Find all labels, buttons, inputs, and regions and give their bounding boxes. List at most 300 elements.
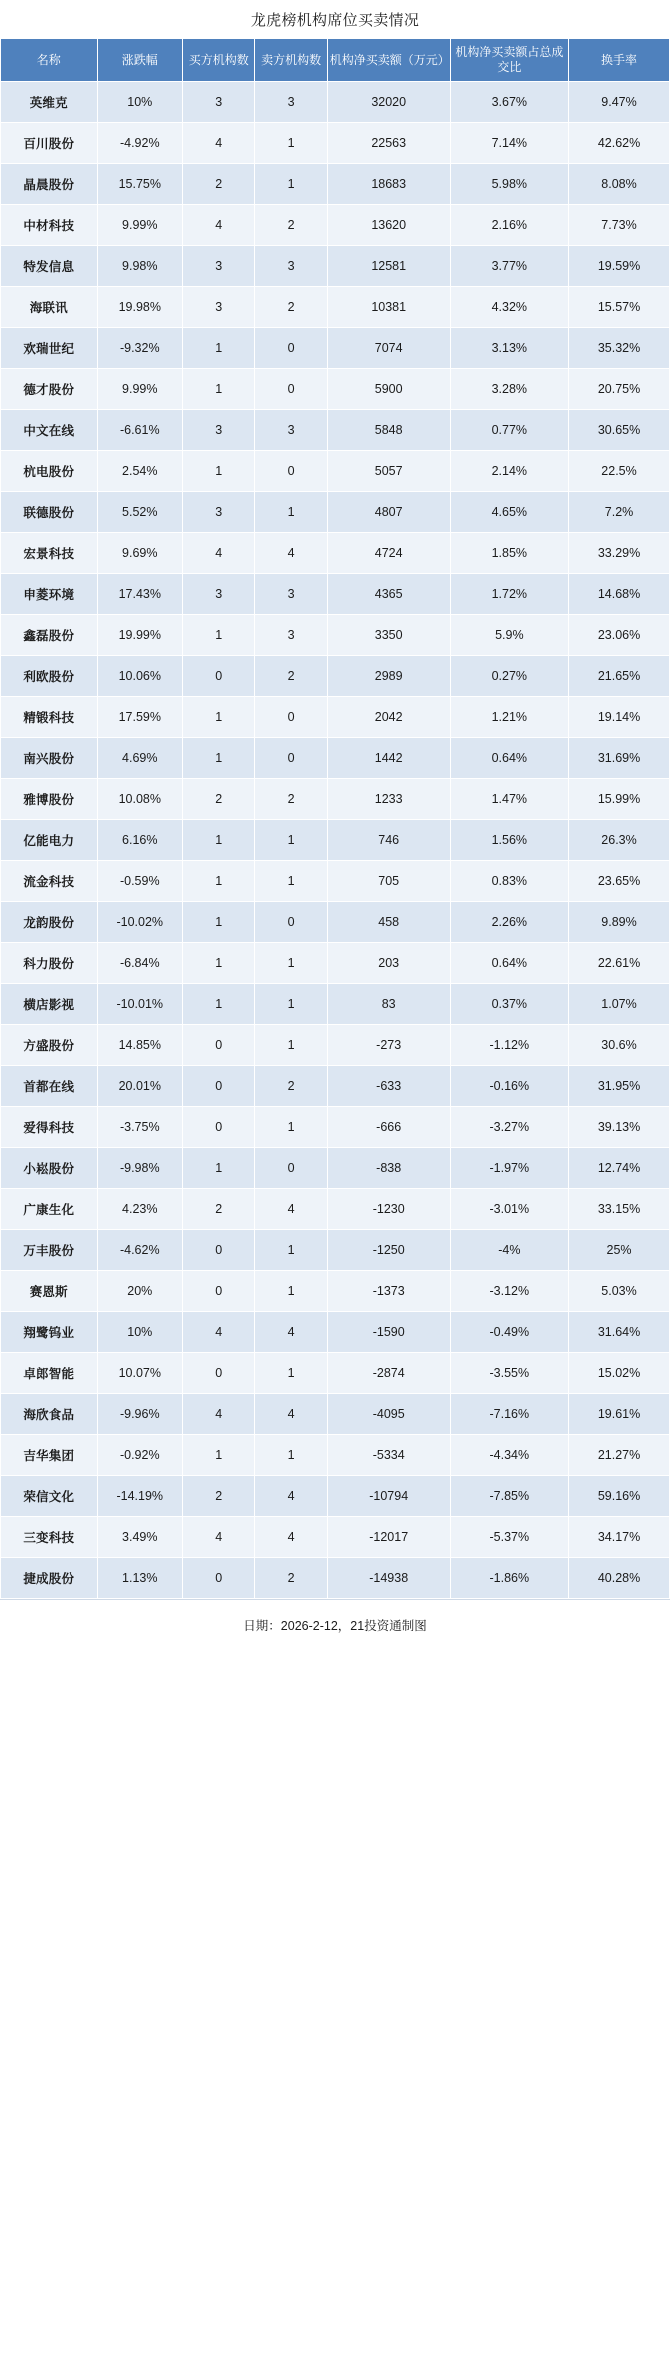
column-header-net-ratio: 机构净买卖额占总成交比 <box>450 39 568 82</box>
cell-value: 3 <box>255 246 327 287</box>
cell-stock-name: 宏景科技 <box>1 533 98 574</box>
cell-value: 30.6% <box>569 1025 670 1066</box>
cell-value: 9.89% <box>569 902 670 943</box>
cell-value: 2042 <box>327 697 450 738</box>
cell-value: 1 <box>255 820 327 861</box>
table-row <box>1 1230 670 1271</box>
cell-value: 10381 <box>327 287 450 328</box>
cell-stock-name: 中文在线 <box>1 410 98 451</box>
cell-value: 22.5% <box>569 451 670 492</box>
column-header-net-amount: 机构净买卖额（万元） <box>327 39 450 82</box>
cell-value: 2.14% <box>450 451 568 492</box>
cell-value: -1250 <box>327 1230 450 1271</box>
cell-value: 1 <box>183 902 255 943</box>
cell-value: 42.62% <box>569 123 670 164</box>
cell-value: 21.65% <box>569 656 670 697</box>
cell-value: 10.07% <box>97 1353 183 1394</box>
cell-value: 20% <box>97 1271 183 1312</box>
column-header-name: 名称 <box>1 39 98 82</box>
table-row <box>1 656 670 697</box>
cell-value: 1 <box>255 984 327 1025</box>
cell-value: 33.29% <box>569 533 670 574</box>
cell-value: 23.65% <box>569 861 670 902</box>
cell-stock-name: 鑫磊股份 <box>1 615 98 656</box>
table-row <box>1 1271 670 1312</box>
cell-stock-name: 流金科技 <box>1 861 98 902</box>
cell-value: -666 <box>327 1107 450 1148</box>
cell-value: 1 <box>255 1230 327 1271</box>
cell-value: 7074 <box>327 328 450 369</box>
cell-stock-name: 海欣食品 <box>1 1394 98 1435</box>
table-row <box>1 369 670 410</box>
cell-value: 5.98% <box>450 164 568 205</box>
cell-value: 1 <box>183 451 255 492</box>
cell-value: 3 <box>183 82 255 123</box>
cell-value: 1 <box>183 820 255 861</box>
cell-value: -4095 <box>327 1394 450 1435</box>
cell-value: 3 <box>183 574 255 615</box>
cell-value: -3.01% <box>450 1189 568 1230</box>
cell-value: 0 <box>255 902 327 943</box>
cell-value: 20.01% <box>97 1066 183 1107</box>
table-row <box>1 861 670 902</box>
cell-value: 10.06% <box>97 656 183 697</box>
cell-value: -0.49% <box>450 1312 568 1353</box>
table-row <box>1 943 670 984</box>
cell-value: 3350 <box>327 615 450 656</box>
cell-value: 23.06% <box>569 615 670 656</box>
cell-stock-name: 杭电股份 <box>1 451 98 492</box>
column-header-sell-count: 卖方机构数 <box>255 39 327 82</box>
cell-value: 2.16% <box>450 205 568 246</box>
column-header-turnover: 换手率 <box>569 39 670 82</box>
cell-value: 4 <box>255 1394 327 1435</box>
cell-value: -1230 <box>327 1189 450 1230</box>
cell-stock-name: 吉华集团 <box>1 1435 98 1476</box>
cell-stock-name: 雅博股份 <box>1 779 98 820</box>
column-header-change: 涨跌幅 <box>97 39 183 82</box>
cell-value: 1 <box>255 1271 327 1312</box>
cell-stock-name: 百川股份 <box>1 123 98 164</box>
cell-value: 10% <box>97 1312 183 1353</box>
cell-value: -4.92% <box>97 123 183 164</box>
cell-value: -10.02% <box>97 902 183 943</box>
cell-value: 1 <box>255 861 327 902</box>
cell-value: 9.47% <box>569 82 670 123</box>
cell-stock-name: 精锻科技 <box>1 697 98 738</box>
cell-stock-name: 中材科技 <box>1 205 98 246</box>
cell-value: 4 <box>183 123 255 164</box>
table-row <box>1 1189 670 1230</box>
cell-value: -10794 <box>327 1476 450 1517</box>
cell-stock-name: 欢瑞世纪 <box>1 328 98 369</box>
cell-value: 19.61% <box>569 1394 670 1435</box>
cell-value: 4 <box>183 533 255 574</box>
table-row <box>1 328 670 369</box>
cell-value: 4.69% <box>97 738 183 779</box>
cell-value: 3.67% <box>450 82 568 123</box>
table-row <box>1 1394 670 1435</box>
cell-value: -1373 <box>327 1271 450 1312</box>
cell-value: 40.28% <box>569 1558 670 1599</box>
cell-value: 0 <box>183 1025 255 1066</box>
cell-value: 10% <box>97 82 183 123</box>
cell-stock-name: 三变科技 <box>1 1517 98 1558</box>
table-row <box>1 738 670 779</box>
table-row <box>1 1517 670 1558</box>
cell-value: 1 <box>255 943 327 984</box>
cell-value: 3.77% <box>450 246 568 287</box>
cell-value: 13620 <box>327 205 450 246</box>
table-row <box>1 615 670 656</box>
cell-value: 12581 <box>327 246 450 287</box>
cell-value: 17.59% <box>97 697 183 738</box>
cell-value: 746 <box>327 820 450 861</box>
table-row <box>1 1435 670 1476</box>
cell-value: 4807 <box>327 492 450 533</box>
cell-value: -5334 <box>327 1435 450 1476</box>
cell-value: 1 <box>183 1435 255 1476</box>
cell-value: -3.75% <box>97 1107 183 1148</box>
cell-stock-name: 海联讯 <box>1 287 98 328</box>
cell-value: 1 <box>255 492 327 533</box>
cell-value: 7.73% <box>569 205 670 246</box>
cell-value: 1 <box>255 1353 327 1394</box>
cell-value: 9.69% <box>97 533 183 574</box>
cell-value: 5900 <box>327 369 450 410</box>
cell-stock-name: 晶晨股份 <box>1 164 98 205</box>
cell-value: 1 <box>255 164 327 205</box>
cell-value: 26.3% <box>569 820 670 861</box>
cell-value: 2.54% <box>97 451 183 492</box>
cell-stock-name: 利欧股份 <box>1 656 98 697</box>
cell-value: 31.64% <box>569 1312 670 1353</box>
cell-value: 2 <box>255 656 327 697</box>
cell-value: 31.95% <box>569 1066 670 1107</box>
cell-value: 0 <box>183 1353 255 1394</box>
cell-value: 14.85% <box>97 1025 183 1066</box>
cell-value: 458 <box>327 902 450 943</box>
cell-value: 19.98% <box>97 287 183 328</box>
table-row <box>1 779 670 820</box>
cell-value: 33.15% <box>569 1189 670 1230</box>
table-row <box>1 1107 670 1148</box>
table-row <box>1 697 670 738</box>
cell-value: -838 <box>327 1148 450 1189</box>
cell-value: -12017 <box>327 1517 450 1558</box>
cell-stock-name: 首都在线 <box>1 1066 98 1107</box>
cell-value: 2 <box>183 164 255 205</box>
cell-value: -3.55% <box>450 1353 568 1394</box>
cell-value: 0 <box>255 1148 327 1189</box>
cell-value: 4365 <box>327 574 450 615</box>
cell-value: -4% <box>450 1230 568 1271</box>
page-title: 龙虎榜机构席位买卖情况 <box>250 12 420 29</box>
cell-value: 4 <box>255 1189 327 1230</box>
cell-value: 0.27% <box>450 656 568 697</box>
cell-value: 0 <box>183 1271 255 1312</box>
table-row <box>1 164 670 205</box>
cell-value: -0.16% <box>450 1066 568 1107</box>
cell-value: 15.75% <box>97 164 183 205</box>
cell-value: 5057 <box>327 451 450 492</box>
cell-value: 0 <box>183 1066 255 1107</box>
cell-stock-name: 特发信息 <box>1 246 98 287</box>
cell-value: 3 <box>255 574 327 615</box>
cell-value: 2 <box>255 1066 327 1107</box>
cell-value: 4.23% <box>97 1189 183 1230</box>
cell-stock-name: 横店影视 <box>1 984 98 1025</box>
cell-value: 1 <box>255 1025 327 1066</box>
cell-value: 19.14% <box>569 697 670 738</box>
cell-value: 203 <box>327 943 450 984</box>
table-row <box>1 1312 670 1353</box>
cell-stock-name: 南兴股份 <box>1 738 98 779</box>
cell-value: 1 <box>255 1107 327 1148</box>
cell-value: 0.83% <box>450 861 568 902</box>
cell-value: 12.74% <box>569 1148 670 1189</box>
table-row <box>1 1066 670 1107</box>
cell-value: 9.98% <box>97 246 183 287</box>
table-row <box>1 410 670 451</box>
cell-stock-name: 赛恩斯 <box>1 1271 98 1312</box>
cell-value: 4 <box>255 1312 327 1353</box>
cell-value: 4.32% <box>450 287 568 328</box>
cell-value: 4 <box>255 1476 327 1517</box>
cell-value: 35.32% <box>569 328 670 369</box>
cell-value: -1.12% <box>450 1025 568 1066</box>
cell-value: 5.9% <box>450 615 568 656</box>
cell-value: -0.59% <box>97 861 183 902</box>
cell-value: 0 <box>255 328 327 369</box>
cell-value: 2 <box>255 287 327 328</box>
cell-value: 0 <box>183 1558 255 1599</box>
cell-value: 17.43% <box>97 574 183 615</box>
cell-value: 15.02% <box>569 1353 670 1394</box>
table-row <box>1 287 670 328</box>
cell-value: 22563 <box>327 123 450 164</box>
cell-stock-name: 亿能电力 <box>1 820 98 861</box>
cell-value: 2 <box>183 1476 255 1517</box>
cell-stock-name: 龙韵股份 <box>1 902 98 943</box>
cell-value: 8.08% <box>569 164 670 205</box>
institution-trading-table <box>0 38 670 1599</box>
cell-value: 3 <box>255 82 327 123</box>
cell-value: 18683 <box>327 164 450 205</box>
cell-value: -4.62% <box>97 1230 183 1271</box>
cell-value: 0 <box>255 451 327 492</box>
cell-value: 0 <box>255 738 327 779</box>
table-row <box>1 492 670 533</box>
cell-value: 2 <box>183 1189 255 1230</box>
table-row <box>1 246 670 287</box>
cell-value: 2 <box>255 1558 327 1599</box>
cell-value: 0 <box>255 697 327 738</box>
cell-value: 10.08% <box>97 779 183 820</box>
cell-value: 6.16% <box>97 820 183 861</box>
table-row <box>1 1476 670 1517</box>
cell-value: -633 <box>327 1066 450 1107</box>
cell-value: 3 <box>255 410 327 451</box>
cell-value: 1442 <box>327 738 450 779</box>
cell-value: 1 <box>255 1435 327 1476</box>
table-header-row <box>1 39 670 82</box>
cell-value: 5.52% <box>97 492 183 533</box>
cell-value: 4 <box>255 1517 327 1558</box>
cell-value: 0 <box>183 1107 255 1148</box>
cell-value: 25% <box>569 1230 670 1271</box>
table-row <box>1 1353 670 1394</box>
cell-value: -10.01% <box>97 984 183 1025</box>
cell-stock-name: 广康生化 <box>1 1189 98 1230</box>
cell-value: 3 <box>255 615 327 656</box>
cell-value: -5.37% <box>450 1517 568 1558</box>
cell-value: 0 <box>183 1230 255 1271</box>
cell-value: 1 <box>183 738 255 779</box>
cell-value: 30.65% <box>569 410 670 451</box>
cell-value: -7.16% <box>450 1394 568 1435</box>
cell-value: 1233 <box>327 779 450 820</box>
cell-value: -4.34% <box>450 1435 568 1476</box>
cell-value: 2 <box>255 779 327 820</box>
cell-value: 1.56% <box>450 820 568 861</box>
cell-stock-name: 卓郎智能 <box>1 1353 98 1394</box>
table-row <box>1 205 670 246</box>
cell-value: 1 <box>183 861 255 902</box>
footer-note: 日期：2026-2-12，21投资通制图 <box>0 1599 670 1650</box>
cell-value: 1 <box>183 328 255 369</box>
table-row <box>1 820 670 861</box>
cell-value: -1.97% <box>450 1148 568 1189</box>
cell-value: 1.47% <box>450 779 568 820</box>
cell-stock-name: 小崧股份 <box>1 1148 98 1189</box>
cell-stock-name: 翔鹭钨业 <box>1 1312 98 1353</box>
table-row <box>1 533 670 574</box>
cell-value: -273 <box>327 1025 450 1066</box>
cell-value: 3.49% <box>97 1517 183 1558</box>
table-row <box>1 451 670 492</box>
table-row <box>1 123 670 164</box>
cell-value: 4 <box>183 1312 255 1353</box>
cell-value: 1.72% <box>450 574 568 615</box>
cell-value: 59.16% <box>569 1476 670 1517</box>
cell-value: 14.68% <box>569 574 670 615</box>
cell-value: -2874 <box>327 1353 450 1394</box>
cell-value: 2.26% <box>450 902 568 943</box>
cell-stock-name: 爱得科技 <box>1 1107 98 1148</box>
cell-value: 15.99% <box>569 779 670 820</box>
table-row <box>1 1025 670 1066</box>
cell-value: 3 <box>183 287 255 328</box>
cell-value: 0.77% <box>450 410 568 451</box>
cell-value: 0.64% <box>450 738 568 779</box>
cell-value: 21.27% <box>569 1435 670 1476</box>
cell-value: 1 <box>183 615 255 656</box>
table-row <box>1 902 670 943</box>
table-row <box>1 1558 670 1599</box>
cell-value: 1 <box>183 984 255 1025</box>
cell-value: 3 <box>183 492 255 533</box>
cell-value: 20.75% <box>569 369 670 410</box>
cell-value: 9.99% <box>97 205 183 246</box>
cell-value: -1.86% <box>450 1558 568 1599</box>
cell-value: 83 <box>327 984 450 1025</box>
cell-value: -14.19% <box>97 1476 183 1517</box>
cell-value: 2 <box>183 779 255 820</box>
cell-value: 5.03% <box>569 1271 670 1312</box>
cell-value: -9.98% <box>97 1148 183 1189</box>
cell-value: -3.27% <box>450 1107 568 1148</box>
cell-value: 32020 <box>327 82 450 123</box>
cell-value: 4.65% <box>450 492 568 533</box>
cell-value: 4 <box>255 533 327 574</box>
cell-value: 1.21% <box>450 697 568 738</box>
cell-value: 4 <box>183 1517 255 1558</box>
cell-value: 0.64% <box>450 943 568 984</box>
cell-value: -1590 <box>327 1312 450 1353</box>
cell-value: 1.07% <box>569 984 670 1025</box>
cell-value: 1 <box>183 943 255 984</box>
cell-value: -9.96% <box>97 1394 183 1435</box>
table-body <box>1 82 670 1599</box>
cell-value: 7.2% <box>569 492 670 533</box>
table-row <box>1 984 670 1025</box>
cell-stock-name: 万丰股份 <box>1 1230 98 1271</box>
cell-value: 19.59% <box>569 246 670 287</box>
cell-value: 4 <box>183 205 255 246</box>
cell-value: 3 <box>183 410 255 451</box>
cell-value: 31.69% <box>569 738 670 779</box>
cell-value: 1 <box>183 697 255 738</box>
cell-value: 705 <box>327 861 450 902</box>
cell-stock-name: 荣信文化 <box>1 1476 98 1517</box>
cell-value: -6.84% <box>97 943 183 984</box>
cell-value: 3 <box>183 246 255 287</box>
cell-stock-name: 捷成股份 <box>1 1558 98 1599</box>
cell-value: 5848 <box>327 410 450 451</box>
cell-stock-name: 德才股份 <box>1 369 98 410</box>
cell-value: 9.99% <box>97 369 183 410</box>
cell-value: 1 <box>255 123 327 164</box>
cell-value: -7.85% <box>450 1476 568 1517</box>
cell-value: 2 <box>255 205 327 246</box>
cell-value: 3.28% <box>450 369 568 410</box>
cell-value: 39.13% <box>569 1107 670 1148</box>
cell-value: 19.99% <box>97 615 183 656</box>
table-row <box>1 82 670 123</box>
cell-value: -9.32% <box>97 328 183 369</box>
cell-value: -3.12% <box>450 1271 568 1312</box>
table-row <box>1 1148 670 1189</box>
table-row <box>1 574 670 615</box>
cell-value: 4724 <box>327 533 450 574</box>
cell-value: 0 <box>183 656 255 697</box>
cell-stock-name: 联德股份 <box>1 492 98 533</box>
cell-value: 1 <box>183 1148 255 1189</box>
cell-value: 1.13% <box>97 1558 183 1599</box>
cell-stock-name: 方盛股份 <box>1 1025 98 1066</box>
cell-value: 7.14% <box>450 123 568 164</box>
cell-value: -14938 <box>327 1558 450 1599</box>
cell-value: 1.85% <box>450 533 568 574</box>
cell-value: 2989 <box>327 656 450 697</box>
cell-stock-name: 申菱环境 <box>1 574 98 615</box>
cell-value: -6.61% <box>97 410 183 451</box>
cell-value: 4 <box>183 1394 255 1435</box>
column-header-buy-count: 买方机构数 <box>183 39 255 82</box>
cell-value: 1 <box>183 369 255 410</box>
cell-value: -0.92% <box>97 1435 183 1476</box>
